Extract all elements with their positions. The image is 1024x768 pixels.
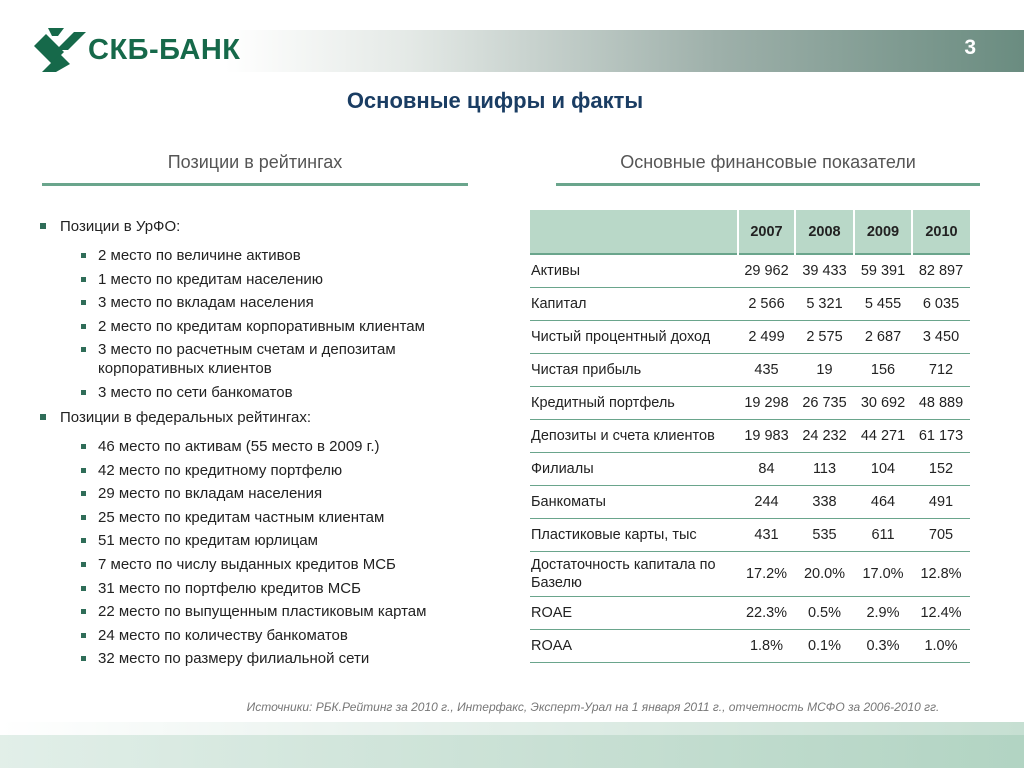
row-label: Банкоматы — [530, 486, 738, 519]
table-cell: 24 232 — [795, 420, 854, 453]
table-cell: 2 687 — [854, 321, 912, 354]
list-item: 29 место по вкладам населения — [98, 484, 500, 503]
page-number: 3 — [964, 36, 976, 59]
table-row — [530, 420, 970, 453]
table-cell: 435 — [738, 354, 795, 387]
list-item: 3 место по сети банкоматов — [98, 383, 500, 402]
table-cell: 17.0% — [854, 552, 912, 597]
table-cell: 1.0% — [912, 630, 970, 663]
list-item: 22 место по выпущенным пластиковым картам — [98, 602, 500, 621]
footer-band-stripe — [0, 735, 1024, 768]
table-cell: 712 — [912, 354, 970, 387]
ratings-divider — [42, 183, 468, 186]
table-row — [530, 254, 970, 288]
group-title: Позиции в УрФО: — [40, 217, 500, 236]
table-cell: 113 — [795, 453, 854, 486]
list-item: 25 место по кредитам частным клиентам — [98, 508, 500, 527]
list-item: 42 место по кредитному портфелю — [98, 461, 500, 480]
list-item: 51 место по кредитам юрлицам — [98, 531, 500, 550]
ratings-list — [40, 217, 500, 674]
page-title: Основные цифры и факты — [346, 88, 644, 113]
list-item: 2 место по величине активов — [98, 246, 500, 265]
logo-text: СКБ-БАНК — [88, 33, 241, 66]
table-cell: 30 692 — [854, 387, 912, 420]
table-cell: 61 173 — [912, 420, 970, 453]
list-item: 3 место по расчетным счетам и депозитам корпоративных клиентов — [98, 340, 488, 378]
logo-mark-icon — [34, 26, 86, 74]
table-row — [530, 321, 970, 354]
table-cell: 2 499 — [738, 321, 795, 354]
table-cell: 464 — [854, 486, 912, 519]
financials-divider — [556, 183, 980, 186]
row-label: Чистая прибыль — [530, 354, 738, 387]
table-row — [530, 486, 970, 519]
column-header: 2007 — [738, 210, 795, 254]
row-label: ROAE — [530, 597, 738, 630]
table-row — [530, 597, 970, 630]
column-header: 2010 — [912, 210, 970, 254]
table-row — [530, 288, 970, 321]
table-cell: 5 455 — [854, 288, 912, 321]
row-label: Капитал — [530, 288, 738, 321]
table-cell: 152 — [912, 453, 970, 486]
table-cell: 84 — [738, 453, 795, 486]
logo — [34, 24, 240, 76]
list-item: 3 место по вкладам населения — [98, 293, 500, 312]
table-cell: 2 575 — [795, 321, 854, 354]
table-cell: 0.1% — [795, 630, 854, 663]
table-cell: 338 — [795, 486, 854, 519]
list-item: 31 место по портфелю кредитов МСБ — [98, 579, 500, 598]
table-cell: 0.5% — [795, 597, 854, 630]
table-cell: 48 889 — [912, 387, 970, 420]
column-header: 2009 — [854, 210, 912, 254]
table-row — [530, 387, 970, 420]
table-cell: 431 — [738, 519, 795, 552]
column-header — [530, 210, 738, 254]
table-cell: 1.8% — [738, 630, 795, 663]
list-item: 7 место по числу выданных кредитов МСБ — [98, 555, 500, 574]
table-row — [530, 519, 970, 552]
table-cell: 535 — [795, 519, 854, 552]
table-cell: 3 450 — [912, 321, 970, 354]
ratings-heading: Позиции в рейтингах — [167, 152, 343, 172]
table-cell: 17.2% — [738, 552, 795, 597]
table-cell: 26 735 — [795, 387, 854, 420]
row-label: Филиалы — [530, 453, 738, 486]
ratings-group-urfo — [40, 217, 500, 402]
table-cell: 39 433 — [795, 254, 854, 288]
row-label: Пластиковые карты, тыс — [530, 519, 738, 552]
group-title: Позиции в федеральных рейтингах: — [40, 408, 500, 427]
row-label: ROAA — [530, 630, 738, 663]
table-cell: 2.9% — [854, 597, 912, 630]
table-cell: 491 — [912, 486, 970, 519]
table-cell: 44 271 — [854, 420, 912, 453]
list-item: 2 место по кредитам корпоративным клиентам — [98, 317, 500, 336]
table-row — [530, 453, 970, 486]
table-header-row — [530, 210, 970, 254]
table-row — [530, 354, 970, 387]
table-row — [530, 630, 970, 663]
table-cell: 705 — [912, 519, 970, 552]
table-cell: 0.3% — [854, 630, 912, 663]
list-item: 24 место по количеству банкоматов — [98, 626, 500, 645]
table-cell: 82 897 — [912, 254, 970, 288]
table-row — [530, 552, 970, 597]
table-cell: 2 566 — [738, 288, 795, 321]
table-cell: 156 — [854, 354, 912, 387]
table-cell: 12.8% — [912, 552, 970, 597]
ratings-group-federal — [40, 408, 500, 668]
table-cell: 611 — [854, 519, 912, 552]
row-label: Чистый процентный доход — [530, 321, 738, 354]
table-cell: 12.4% — [912, 597, 970, 630]
table-cell: 104 — [854, 453, 912, 486]
list-item: 46 место по активам (55 место в 2009 г.) — [98, 437, 500, 456]
table-cell: 29 962 — [738, 254, 795, 288]
column-header: 2008 — [795, 210, 854, 254]
table-cell: 5 321 — [795, 288, 854, 321]
table-cell: 19 — [795, 354, 854, 387]
source-note: Источники: РБК.Рейтинг за 2010 г., Интерфакс, Эксперт-Урал на 1 января 2011 г., отчетность МСФО за 2006-2010 гг. — [246, 700, 940, 714]
row-label: Депозиты и счета клиентов — [530, 420, 738, 453]
table-cell: 19 298 — [738, 387, 795, 420]
list-item: 32 место по размеру филиальной сети — [98, 649, 500, 668]
table-cell: 19 983 — [738, 420, 795, 453]
row-label: Достаточность капитала по Базелю — [530, 552, 738, 597]
row-label: Активы — [530, 254, 738, 288]
table-cell: 22.3% — [738, 597, 795, 630]
row-label: Кредитный портфель — [530, 387, 738, 420]
table-cell: 6 035 — [912, 288, 970, 321]
table-cell: 20.0% — [795, 552, 854, 597]
financials-heading: Основные финансовые показатели — [620, 152, 916, 172]
table-cell: 244 — [738, 486, 795, 519]
table-cell: 59 391 — [854, 254, 912, 288]
list-item: 1 место по кредитам населению — [98, 270, 500, 289]
financials-table — [530, 210, 970, 663]
